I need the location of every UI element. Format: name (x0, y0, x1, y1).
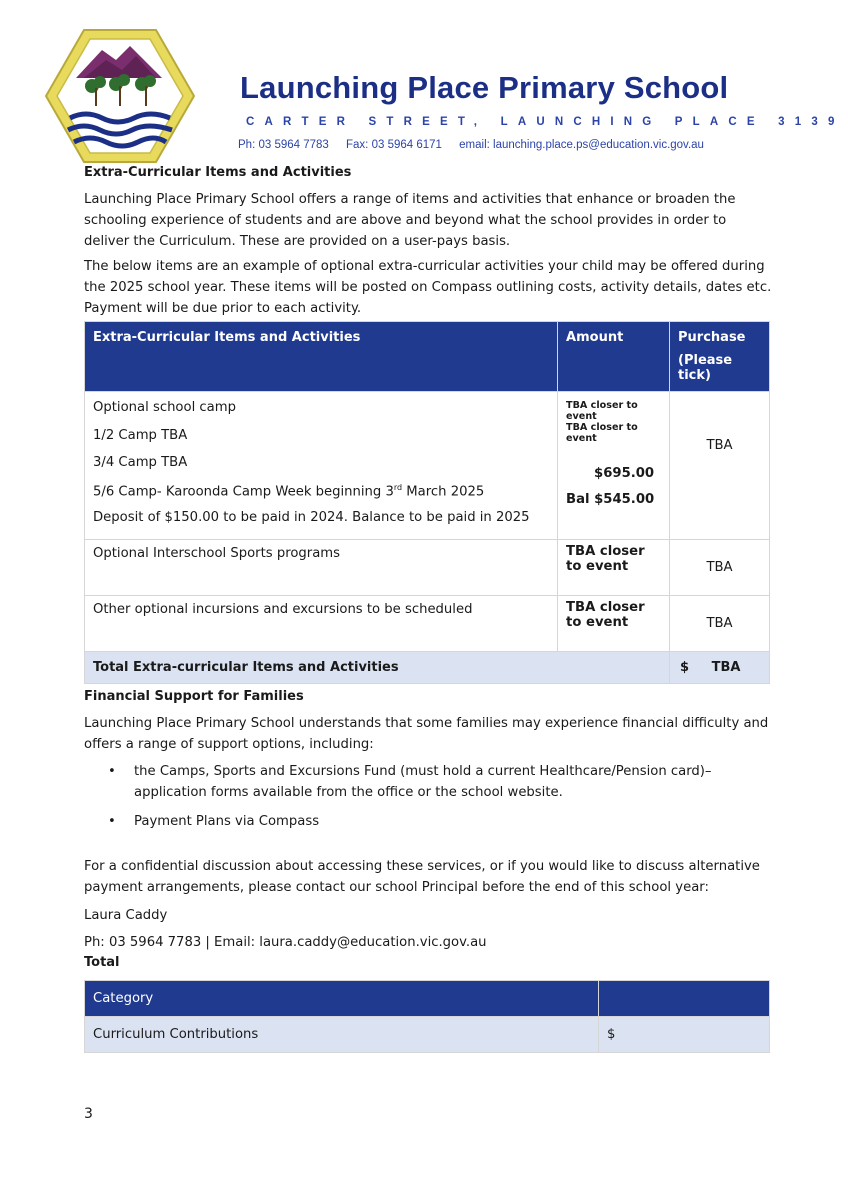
bullet-icon: • (108, 814, 116, 829)
bullet-icon: • (108, 764, 116, 779)
school-contact-line (238, 139, 718, 151)
camp-line: 1/2 Camp TBA (93, 427, 188, 443)
list-item: • Payment Plans via Compass (108, 811, 768, 832)
principal-name: Laura Caddy (84, 908, 168, 923)
confidential-discussion-paragraph: For a confidential discussion about accessing these services, or if you would like to discuss alternative payment arrangements, please contact our school Principal before the end of this school year: (84, 859, 760, 895)
section-heading-total: Total (84, 955, 120, 970)
camp-line: Deposit of $150.00 to be paid in 2024. Balance to be paid in 2025 (93, 510, 530, 525)
camp-line: 3/4 Camp TBA (93, 455, 188, 470)
total-table (84, 980, 770, 1053)
table-row (85, 540, 770, 596)
camp-amount: TBA closer to event (566, 400, 638, 422)
purchase-cell: TBA (670, 540, 770, 596)
column-header-purchase: Purchase (Please tick) (670, 322, 770, 392)
total-label: Total Extra-curricular Items and Activities (85, 652, 670, 684)
school-email: email: launching.place.ps@education.vic.gov.au (459, 139, 704, 151)
optional-activities-paragraph: The below items are an example of optional extra-curricular activities your child may be offered during the 2025 school year. These items will be posted on Compass outlining costs, activity details, dates etc. Payment will be due prior to each activity. (84, 259, 772, 316)
school-fax: Fax: 03 5964 6171 (346, 139, 442, 151)
amount-cell: $ (599, 1017, 770, 1053)
total-row (85, 652, 770, 684)
amount-cell: TBA closer to event (558, 596, 670, 652)
total-value-cell (670, 652, 770, 684)
intro-paragraph: Launching Place Primary School offers a range of items and activities that enhance or broaden the schooling experience of students and are above and beyond what the school provides in order to deliver the Curriculum. These are provided on a user-pays basis. (84, 192, 736, 249)
camp-item-cell (85, 392, 558, 540)
camp-amount: TBA closer to event (566, 422, 638, 444)
table-header-row (85, 981, 770, 1017)
school-name: Launching Place Primary School (240, 70, 729, 105)
section-heading-financial-support: Financial Support for Families (84, 689, 304, 704)
list-item: • the Camps, Sports and Excursions Fund (must hold a current Healthcare/Pension card)– application forms available from the office or the school website. (108, 761, 768, 803)
item-cell: Other optional incursions and excursions to be scheduled (85, 596, 558, 652)
school-address: CARTER STREET, LAUNCHING PLACE 3139 (246, 116, 845, 128)
camp-amount: $695.00 (594, 466, 655, 481)
column-header-item: Extra-Curricular Items and Activities (85, 322, 558, 392)
financial-support-paragraph: Launching Place Primary School understands that some families may experience financial difficulty and offers a range of support options, including: (84, 716, 769, 752)
table-row (85, 596, 770, 652)
item-cell: Optional Interschool Sports programs (85, 540, 558, 596)
total-currency: $ (680, 660, 690, 675)
camp-line: 5/6 Camp- Karoonda Camp Week beginning 3rd March 2025 (93, 482, 485, 499)
column-header-category: Category (85, 981, 599, 1017)
page-number: 3 (84, 1106, 93, 1122)
support-options-list (108, 761, 768, 840)
extracurricular-table (84, 321, 770, 684)
school-logo (44, 26, 196, 166)
camp-amount-cell (558, 392, 670, 540)
camp-amount: Bal $545.00 (566, 492, 655, 507)
purchase-cell: TBA (670, 596, 770, 652)
section-heading-extracurricular: Extra-Curricular Items and Activities (84, 165, 352, 180)
column-header-amount: Amount (558, 322, 670, 392)
camp-purchase-cell: TBA (670, 392, 770, 540)
amount-cell: TBA closer to event (558, 540, 670, 596)
category-cell: Curriculum Contributions (85, 1017, 599, 1053)
principal-contact: Ph: 03 5964 7783 | Email: laura.caddy@education.vic.gov.au (84, 935, 487, 950)
camp-line: Optional school camp (93, 400, 236, 415)
column-header-amount (599, 981, 770, 1017)
school-phone: Ph: 03 5964 7783 (238, 139, 329, 151)
total-value: TBA (711, 660, 741, 675)
table-row (85, 1017, 770, 1053)
table-row-camp (85, 392, 770, 540)
table-header-row (85, 322, 770, 392)
